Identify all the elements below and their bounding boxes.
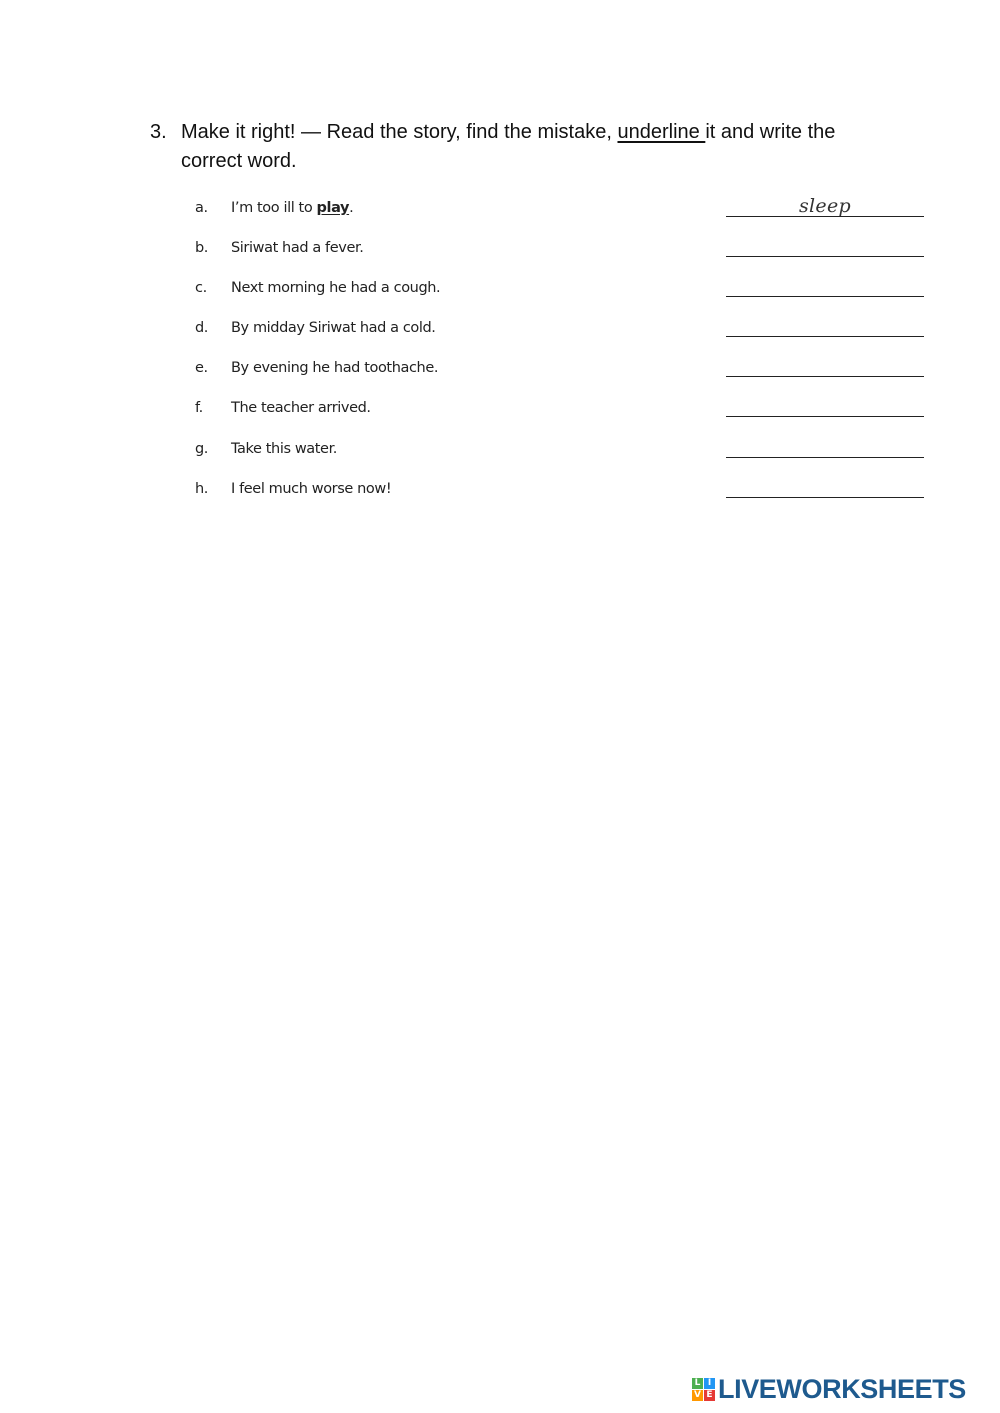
liveworksheets-logo <box>692 1374 966 1404</box>
item-sentence[interactable] <box>231 441 337 457</box>
item-sentence[interactable] <box>231 400 371 416</box>
question-number: 3. <box>150 121 167 143</box>
sentence-item-a <box>193 195 933 235</box>
sentence-list <box>193 195 933 516</box>
answer-field[interactable] <box>726 336 924 337</box>
sentence-item-e <box>193 355 933 395</box>
sentence-item-h <box>193 476 933 516</box>
instruction-text-before: Make it right! — Read the story, find the mistake, <box>181 121 618 143</box>
item-sentence[interactable] <box>231 280 440 296</box>
sentence-item-g <box>193 436 933 476</box>
item-letter: b. <box>195 240 209 257</box>
sentence-item-f <box>193 395 933 435</box>
answer-field[interactable] <box>726 376 924 377</box>
item-letter: a. <box>195 200 208 216</box>
answer-field[interactable] <box>726 416 924 417</box>
item-letter: g. <box>195 440 209 457</box>
sentence-item-c <box>193 275 933 315</box>
sentence-text: I’m too ill to <box>231 200 317 216</box>
answer-field[interactable] <box>726 457 924 458</box>
sentence-text: By evening he had toothache. <box>231 360 439 377</box>
item-sentence[interactable] <box>231 320 436 336</box>
answer-value: sleep <box>799 195 851 217</box>
item-letter: f. <box>195 400 203 417</box>
answer-field[interactable] <box>726 256 924 257</box>
logo-text: LIVEWORKSHEETS <box>718 1373 966 1404</box>
logo-mark-letter: L <box>692 1378 703 1389</box>
logo-mark-icon <box>692 1378 715 1401</box>
answer-field[interactable] <box>726 296 924 297</box>
answer-field[interactable] <box>726 497 924 498</box>
item-sentence[interactable] <box>231 200 353 216</box>
sentence-text: By midday Siriwat had a cold. <box>231 320 436 337</box>
instruction-text-after: it and write the correct word. <box>181 121 836 172</box>
sentence-text-end: . <box>349 200 354 216</box>
item-sentence[interactable] <box>231 360 438 376</box>
sentence-text: Take this water. <box>231 440 338 457</box>
sentence-text: The teacher arrived. <box>231 400 371 417</box>
logo-mark-letter: V <box>692 1390 703 1401</box>
item-letter: e. <box>195 360 208 377</box>
sentence-item-d <box>193 315 933 355</box>
item-letter: c. <box>195 280 207 297</box>
item-letter: h. <box>195 480 208 497</box>
sentence-text: I feel much worse now! <box>231 480 392 497</box>
logo-mark-letter: I <box>704 1378 715 1389</box>
sentence-text: Next morning he had a cough. <box>231 280 441 297</box>
item-sentence[interactable] <box>231 481 391 497</box>
sentence-item-b <box>193 235 933 275</box>
sentence-text: Siriwat had a fever. <box>231 240 364 257</box>
item-letter: d. <box>195 320 209 337</box>
question-instructions <box>181 118 881 176</box>
underlined-mistake: play <box>316 200 350 216</box>
instruction-underlined-word: underline <box>617 121 706 143</box>
item-sentence[interactable] <box>231 240 363 256</box>
logo-mark-letter: E <box>704 1390 715 1401</box>
